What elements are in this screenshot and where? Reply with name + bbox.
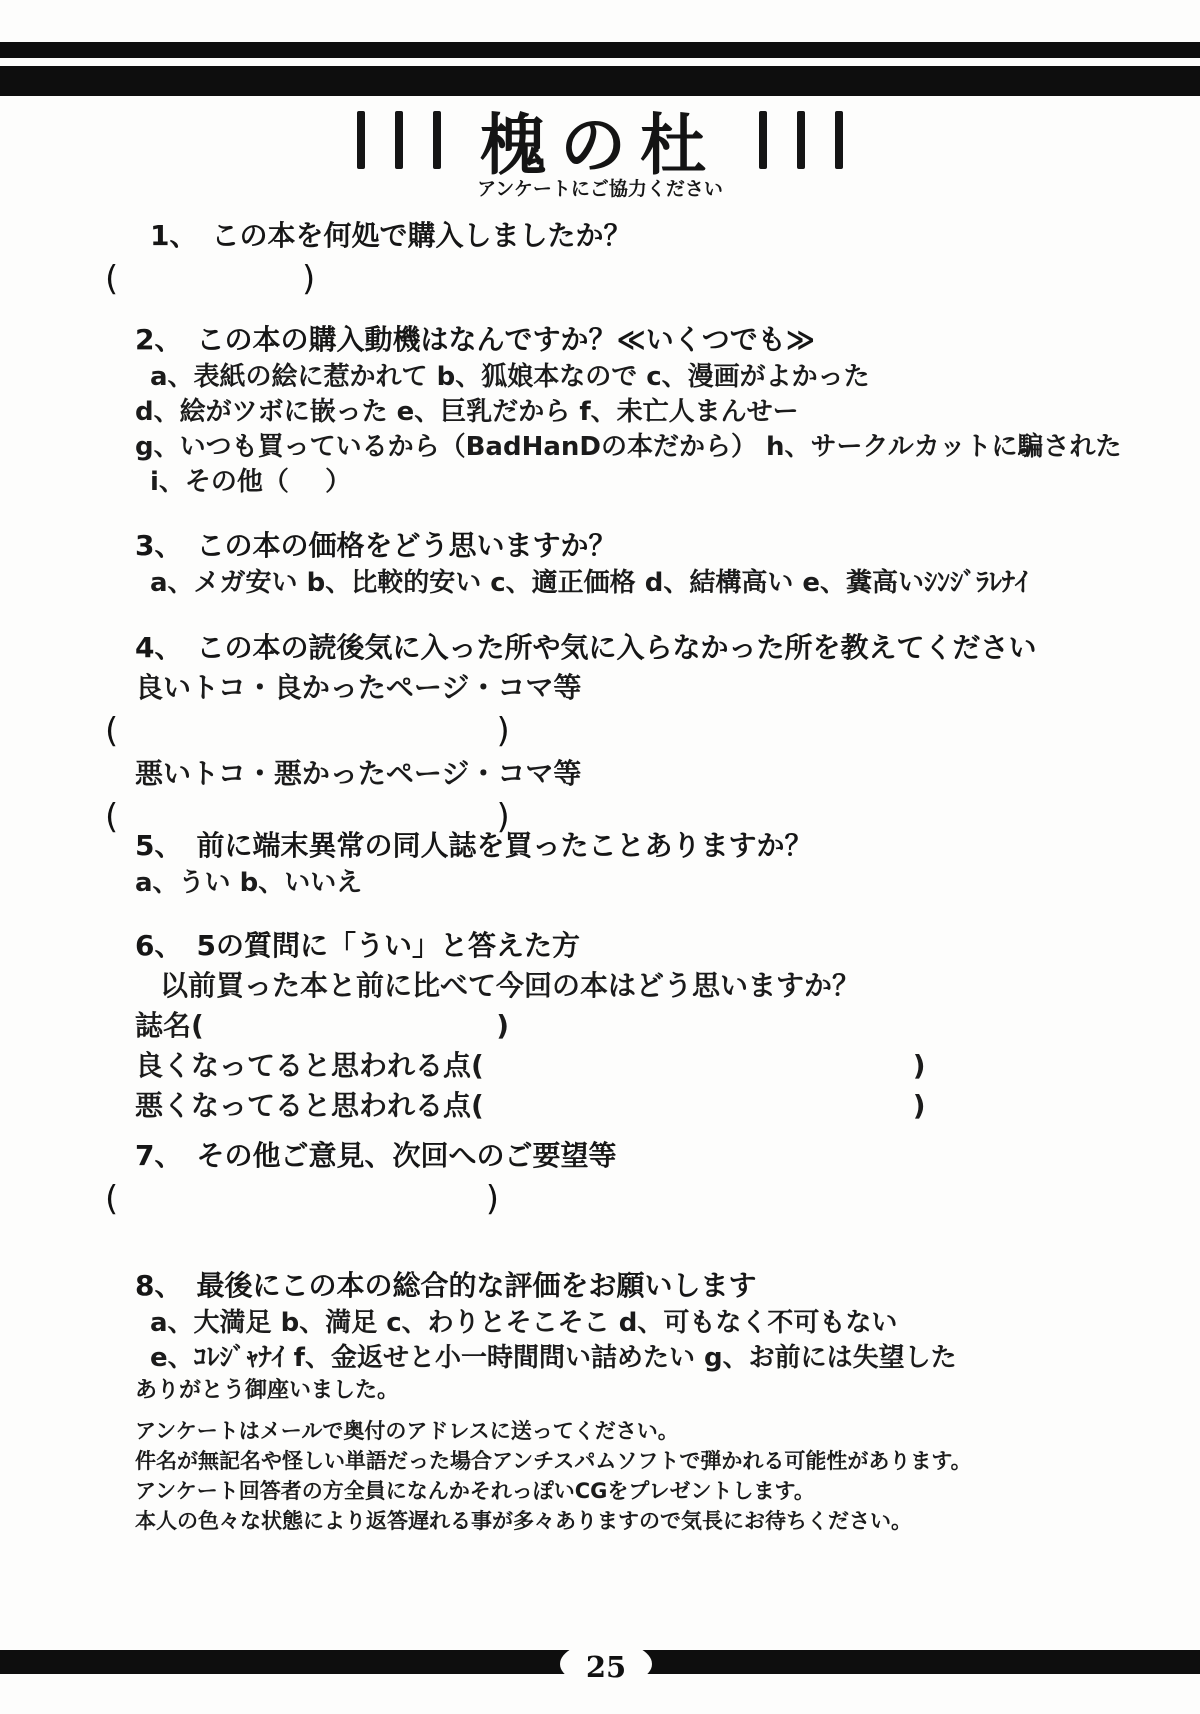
question-3-heading (135, 526, 1145, 566)
footer-note-1: アンケートはメールで奥付のアドレスに送ってください。 (135, 1419, 679, 1443)
question-5-text: 前に端末異常の同人誌を買ったことありますか？ (196, 829, 813, 862)
title-bar-decoration (797, 111, 805, 169)
question-8-heading (135, 1266, 1145, 1306)
page-title: 槐の杜 (480, 106, 720, 184)
question-6-worse-blank: 悪くなってると思われる点( ) (135, 1089, 926, 1122)
question-4-good-blank: ( ) (105, 711, 510, 751)
question-8-options-row-1: a、大満足 b、満足 c、わりとそこそこ d、可もなく不可もない (150, 1308, 898, 1338)
question-6-heading (135, 926, 1145, 966)
question-3-number: 3、 (135, 529, 183, 562)
title-bar-decoration (433, 111, 441, 169)
question-7 (105, 1136, 1145, 1222)
footer-note-4: 本人の色々な状態により返答遅れる事が多々ありますので気長にお待ちください。 (135, 1509, 912, 1533)
question-2 (105, 320, 1145, 500)
question-2-heading (135, 320, 1145, 360)
question-1-heading (150, 216, 1145, 256)
question-1-text: この本を何処で購入しましたか？ (211, 219, 632, 252)
question-4-bad-blank: ( ) (105, 797, 510, 837)
question-5 (105, 826, 1145, 901)
question-4 (105, 628, 1145, 840)
top-rule-thin (0, 42, 1200, 58)
question-3-text: この本の価格をどう思いますか？ (196, 529, 617, 562)
question-1-answer-blank: ( ) (105, 259, 316, 299)
question-6-title-blank: 誌名( ) (135, 1009, 510, 1042)
title-bar-decoration (357, 111, 365, 169)
question-7-text: その他ご意見、次回へのご要望等 (196, 1139, 617, 1172)
thanks-note: ありがとう御座いました。 (135, 1378, 400, 1403)
question-6-text: 5の質問に「うい」と答えた方 (196, 929, 580, 962)
question-4-heading (135, 628, 1145, 668)
question-5-heading (135, 826, 1145, 866)
question-7-answer-blank: ( ) (105, 1179, 499, 1219)
page-subtitle: アンケートにご協力ください (477, 178, 723, 200)
question-2-text: この本の購入動機はなんですか？≪いくつでも≫ (196, 323, 816, 356)
title-bar-decoration (759, 111, 767, 169)
question-8-number: 8、 (135, 1269, 183, 1302)
page-number-oval (560, 1641, 652, 1687)
question-3-options-row-1: a、メガ安い b、比較的安い c、適正価格 d、結構高い e、糞高いｼﾝｼﾞﾗﾚﾅｲ (150, 568, 1029, 598)
question-1-number: 1、 (150, 219, 198, 252)
question-6 (105, 926, 1145, 1126)
question-6-number: 6、 (135, 929, 183, 962)
page-title-row (0, 92, 1200, 187)
question-6-better-blank: 良くなってると思われる点( ) (135, 1049, 926, 1082)
question-2-options-row-4: i、その他（ ） (150, 467, 352, 497)
question-2-options-row-3: g、いつも買っているから（BadHanDの本だから） h、サークルカットに騙された (135, 432, 1122, 462)
question-4-text: この本の読後気に入った所や気に入らなかった所を教えてください (196, 631, 1037, 664)
page-number: 25 (585, 1649, 627, 1684)
question-8-text: 最後にこの本の総合的な評価をお願いします (196, 1269, 757, 1302)
question-7-number: 7、 (135, 1139, 183, 1172)
question-8-options-row-2: e、ｺﾚｼﾞｬﾅｲ f、金返せと小一時間問い詰めたい g、お前には失望した (150, 1343, 957, 1373)
question-7-heading (135, 1136, 1145, 1176)
title-bar-decoration (395, 111, 403, 169)
footer-note-3: アンケート回答者の方全員になんかそれっぽいCGをプレゼントします。 (135, 1479, 815, 1503)
footer-note-2: 件名が無記名や怪しい単語だった場合アンチスパムソフトで弾かれる可能性があります。 (135, 1449, 972, 1473)
question-1 (105, 216, 1145, 302)
question-3 (105, 526, 1145, 601)
question-8 (105, 1266, 1145, 1406)
title-bar-decoration (835, 111, 843, 169)
question-5-options-row-1: a、うい b、いいえ (135, 868, 363, 898)
question-4-number: 4、 (135, 631, 183, 664)
question-5-number: 5、 (135, 829, 183, 862)
question-4-good-label: 良いトコ・良かったページ・コマ等 (135, 671, 582, 704)
question-2-options-row-2: d、絵がツボに嵌った e、巨乳だから f、未亡人まんせー (135, 397, 799, 427)
question-2-options-row-1: a、表紙の絵に惹かれて b、狐娘本なので c、漫画がよかった (150, 362, 870, 392)
footer-notes (105, 1416, 1145, 1536)
question-2-number: 2、 (135, 323, 183, 356)
question-4-bad-label: 悪いトコ・悪かったページ・コマ等 (135, 757, 582, 790)
question-6-subquestion: 以前買った本と前に比べて今回の本はどう思いますか？ (160, 969, 861, 1002)
